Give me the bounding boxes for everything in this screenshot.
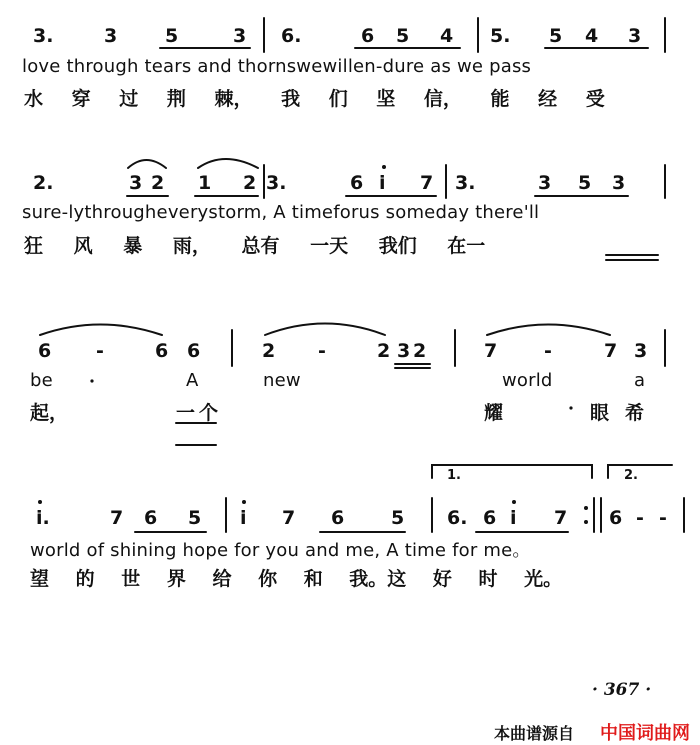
tie xyxy=(40,325,162,336)
note: 6 xyxy=(187,340,201,362)
note: 6 xyxy=(38,340,52,362)
note: - xyxy=(318,340,326,362)
note: 2 xyxy=(413,340,427,362)
slur xyxy=(198,159,258,168)
note: 5 xyxy=(396,25,410,47)
page-number: · 367 · xyxy=(592,680,652,700)
note: - xyxy=(659,507,667,529)
note: - xyxy=(544,340,552,362)
note: 5. xyxy=(490,25,511,47)
note: - xyxy=(96,340,104,362)
note: i xyxy=(379,172,386,194)
note: 3 xyxy=(538,172,552,194)
volta-bracket-2 xyxy=(608,465,672,478)
note: 2 xyxy=(151,172,165,194)
lyric-english: a xyxy=(634,370,646,391)
lyric-chinese: 眼希 xyxy=(590,402,661,424)
note: 2 xyxy=(377,340,391,362)
note: - xyxy=(636,507,644,529)
note: 7 xyxy=(604,340,618,362)
note: 7 xyxy=(554,507,568,529)
note: 3. xyxy=(33,25,54,47)
note: 5 xyxy=(188,507,202,529)
note: i xyxy=(510,507,517,529)
note: 2 xyxy=(262,340,276,362)
note: 6 xyxy=(609,507,623,529)
site-logo-text[interactable]: 中国词曲网 xyxy=(600,723,690,744)
lyric-english: sure-lythrougheverystorm, A timeforus someday there'll xyxy=(22,202,540,223)
lyric-chinese: 起， xyxy=(30,402,69,424)
slur xyxy=(128,160,166,168)
volta-1-label: 1. xyxy=(447,468,461,483)
octave-dot xyxy=(242,500,246,504)
note: 3. xyxy=(455,172,476,194)
lyric-english: love through tears and thornswewillen-dure as we pass xyxy=(22,56,532,77)
note: 5 xyxy=(578,172,592,194)
lyric-chinese: 耀 xyxy=(484,402,504,424)
note: 5 xyxy=(549,25,563,47)
lyric-chinese: 望 的 世 界 给 你 和 我。这 好 时 光。 xyxy=(30,568,563,590)
note: 7 xyxy=(420,172,434,194)
note: 3 xyxy=(129,172,143,194)
source-label: 本曲谱源自 xyxy=(494,724,575,743)
lyric-dot xyxy=(569,406,572,409)
tie xyxy=(265,324,385,336)
note: 6 xyxy=(331,507,345,529)
note: 6. xyxy=(447,507,468,529)
note: i. xyxy=(36,507,50,529)
lyric-english: new xyxy=(263,370,301,391)
tie xyxy=(487,325,610,336)
note: 4 xyxy=(585,25,599,47)
repeat-dot xyxy=(584,520,588,524)
lyric-english: A xyxy=(186,370,199,391)
note: 3 xyxy=(634,340,648,362)
note: 3 xyxy=(233,25,247,47)
note: i xyxy=(240,507,247,529)
note: 3. xyxy=(266,172,287,194)
note: 6. xyxy=(281,25,302,47)
note: 7 xyxy=(282,507,296,529)
lyric-chinese: 狂 风 暴 雨， 总有 一天 我们 在一 xyxy=(24,235,486,257)
note: 4 xyxy=(440,25,454,47)
volta-2-label: 2. xyxy=(624,468,638,483)
repeat-dot xyxy=(584,506,588,510)
octave-dot xyxy=(38,500,42,504)
note: 6 xyxy=(483,507,497,529)
note: 5 xyxy=(391,507,405,529)
note: 3 xyxy=(628,25,642,47)
note: 5 xyxy=(165,25,179,47)
lyric-dot xyxy=(90,379,93,382)
octave-dot xyxy=(512,500,516,504)
note: 1 xyxy=(198,172,212,194)
note: 3 xyxy=(397,340,411,362)
lyric-english: world xyxy=(502,370,553,391)
lyric-english: world of shining hope for you and me, A time for me。 xyxy=(30,540,531,561)
note: 7 xyxy=(110,507,124,529)
lyric-chinese: 水 穿 过 荆 棘， 我 们 坚 信， 能 经 受 xyxy=(24,88,605,110)
note: 2. xyxy=(33,172,54,194)
note: 7 xyxy=(484,340,498,362)
octave-dot xyxy=(382,165,386,169)
note: 6 xyxy=(350,172,364,194)
note: 6 xyxy=(144,507,158,529)
note: 3 xyxy=(612,172,626,194)
lyric-chinese: 一个 xyxy=(176,402,223,424)
note: 6 xyxy=(155,340,169,362)
note: 2 xyxy=(243,172,257,194)
note: 6 xyxy=(361,25,375,47)
lyric-english: be xyxy=(30,370,53,391)
note: 3 xyxy=(104,25,118,47)
volta-bracket-1 xyxy=(432,465,592,478)
